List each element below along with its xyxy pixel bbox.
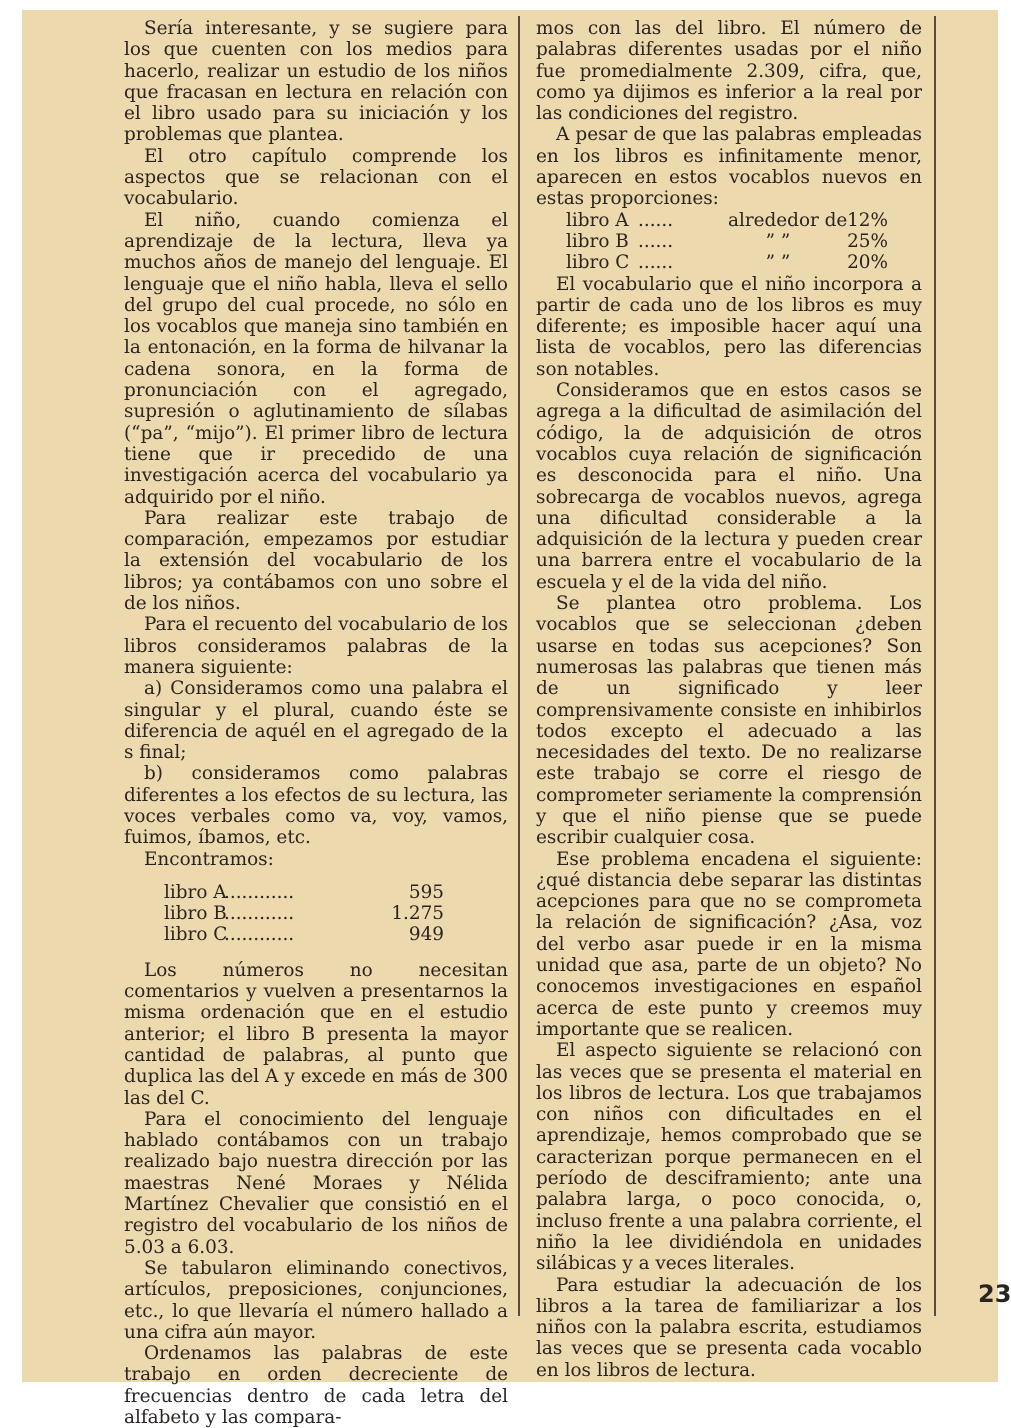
- table-leader: ............: [224, 881, 295, 903]
- table-value: 25%: [847, 230, 888, 252]
- paragraph: El niño, cuando comienza el aprendizaje de la lectura, lleva ya muchos años de manejo del lenguaje. El lenguaje que el niño habla, lleva el sello del grupo del cual procede, no sólo en los vocablos que maneja sino también en la entonación, en la forma de hilvanar la cadena sonora, en la forma de pronunciación con el agregado, supresión o aglutinamiento de sílabas (“pa”, “mijo”). El primer libro de lectura tiene que ir precedido de una investigación acerca del vocabulario ya adquirido por el niño.: [124, 209, 508, 508]
- table-value: 949: [408, 924, 444, 946]
- table-leader: ............: [224, 924, 295, 946]
- paragraph: Para el recuento del vocabulario de los libros consideramos palabras de la manera siguiente:: [124, 614, 508, 678]
- table-value: 1.275: [391, 903, 444, 925]
- list-item-b: b) consideramos como palabras diferentes a los efectos de su lectura, las voces verbales como va, voy, vamos, fuimos, íbamos, etc.: [124, 763, 508, 849]
- paragraph: El aspecto siguiente se relacionó con las veces que se presenta el material en los libros de lectura. Los que trabajamos con niños con dificultades en el aprendizaje, hemos comprobado que se caracterizan porque permanecen en el período de desciframiento; ante una palabra larga, o poco conocida, o, incluso frente a una palabra corriente, el niño la lee dividiéndola en unidades silábicas y a veces literales.: [536, 1040, 922, 1275]
- table-leader: ......: [638, 230, 674, 252]
- table-row: [566, 231, 922, 252]
- paragraph: mos con las del libro. El número de palabras diferentes usadas por el niño fue promedialmente 2.309, cifra, que, como ya dijimos es inferior a la real por las condiciones del registro.: [536, 18, 922, 125]
- table-prefix: ” ”: [765, 252, 791, 274]
- table-row: [164, 924, 508, 945]
- paragraph: Para el conocimiento del lenguaje hablado contábamos con un trabajo realizado bajo nuestra dirección por las maestras Nené Moraes y Nélida Martínez Chevalier que consistió en el registro del vocabulario de los niños de 5.03 a 6.03.: [124, 1108, 508, 1258]
- paragraph: Se plantea otro problema. Los vocablos que se seleccionan ¿deben usarse en todas sus acepciones? Son numerosas las palabras que tienen más de un significado y leer comprensivamente consiste en inhibirlos todos excepto el adecuado a las necesidades del texto. De no realizarse este trabajo se corre el riesgo de comprometer seriamente la comprensión y que el niño piense que se puede escribir cualquier cosa.: [536, 593, 922, 849]
- column-divider: [518, 16, 520, 1316]
- table-label: libro A: [566, 209, 629, 231]
- table-value: 20%: [847, 252, 888, 274]
- paragraph: Sería interesante, y se sugiere para los que cuenten con los medios para hacerlo, realizar un estudio de los niños que fracasan en lectura en relación con el libro usado para su iniciación y los problemas que plantea.: [124, 18, 508, 146]
- table-row: [164, 882, 508, 903]
- table-label: libro C: [566, 252, 630, 274]
- page-number: 23: [978, 1280, 1011, 1308]
- list-item-a: a) Consideramos como una palabra el singular y el plural, cuando éste se diferencia de aquél en el agregado de la s final;: [124, 678, 508, 764]
- table-label: libro A: [164, 881, 227, 903]
- table-leader: ......: [638, 252, 674, 274]
- proportion-table: [566, 210, 922, 274]
- left-column: [124, 18, 508, 1428]
- document-page: [22, 10, 1011, 1428]
- paragraph: El vocabulario que el niño incorpora a partir de cada uno de los libros es muy diferente; es imposible hacer aquí una lista de vocablos, pero las diferencias son notables.: [536, 273, 922, 380]
- table-row: [566, 210, 922, 231]
- paragraph: Para realizar este trabajo de comparación, empezamos por estudiar la extensión del vocabulario de los libros; ya contábamos con uno sobre el de los niños.: [124, 507, 508, 615]
- paragraph: Encontramos:: [144, 848, 274, 870]
- table-label: libro B: [164, 903, 227, 925]
- table-leader: ......: [638, 209, 674, 231]
- right-column: [536, 18, 922, 1381]
- table-label: libro C: [164, 924, 228, 946]
- paragraph: Ese problema encadena el siguiente: ¿qué distancia debe separar las distintas acepciones para que no se comprometa la relación de significación? ¿Asa, voz del verbo asar puede ir en la misma unidad que asa, parte de un objeto? No conocemos investigaciones en español acerca de este punto y creemos muy importante que se realicen.: [536, 848, 922, 1040]
- right-margin-rule: [934, 16, 936, 1316]
- table-label: libro B: [566, 230, 629, 252]
- table-prefix: ” ”: [765, 230, 791, 252]
- table-row: [566, 252, 922, 273]
- paragraph: El otro capítulo comprende los aspectos que se relacionan con el vocabulario.: [124, 145, 508, 210]
- word-count-table: [164, 882, 508, 946]
- paragraph: Para estudiar la adecuación de los libros a la tarea de familiarizar a los niños con la palabra escrita, estudiamos las veces que se presenta cada vocablo en los libros de lectura.: [536, 1274, 922, 1381]
- table-value: 12%: [847, 209, 888, 231]
- table-leader: ............: [224, 903, 295, 925]
- paragraph: Consideramos que en estos casos se agrega a la dificultad de asimilación del código, la de adquisición de otros vocablos cuya relación de significación es desconocida para el niño. Una sobrecarga de vocablos nuevos, agrega una dificultad considerable a la adquisición de la lectura y pueden crear una barrera entre el vocabulario de la escuela y el de la vida del niño.: [536, 380, 922, 593]
- paragraph: Los números no necesitan comentarios y vuelven a presentarnos la misma ordenación que en el estudio anterior; el libro B presenta la mayor cantidad de palabras, al punto que duplica las del A y excede en más de 300 las del C.: [124, 959, 508, 1109]
- paragraph: Se tabularon eliminando conectivos, artículos, preposiciones, conjunciones, etc., lo que llevaría el número hallado a una cifra aún mayor.: [124, 1257, 508, 1343]
- table-value: 595: [408, 881, 444, 903]
- paragraph: Ordenamos las palabras de este trabajo en orden decreciente de frecuencias dentro de cada letra del alfabeto y las compara-: [124, 1343, 508, 1428]
- table-prefix: alrededor de: [728, 209, 848, 231]
- paragraph: A pesar de que las palabras empleadas en los libros es infinitamente menor, aparecen en estos vocablos nuevos en estas proporciones:: [536, 124, 922, 210]
- table-row: [164, 903, 508, 924]
